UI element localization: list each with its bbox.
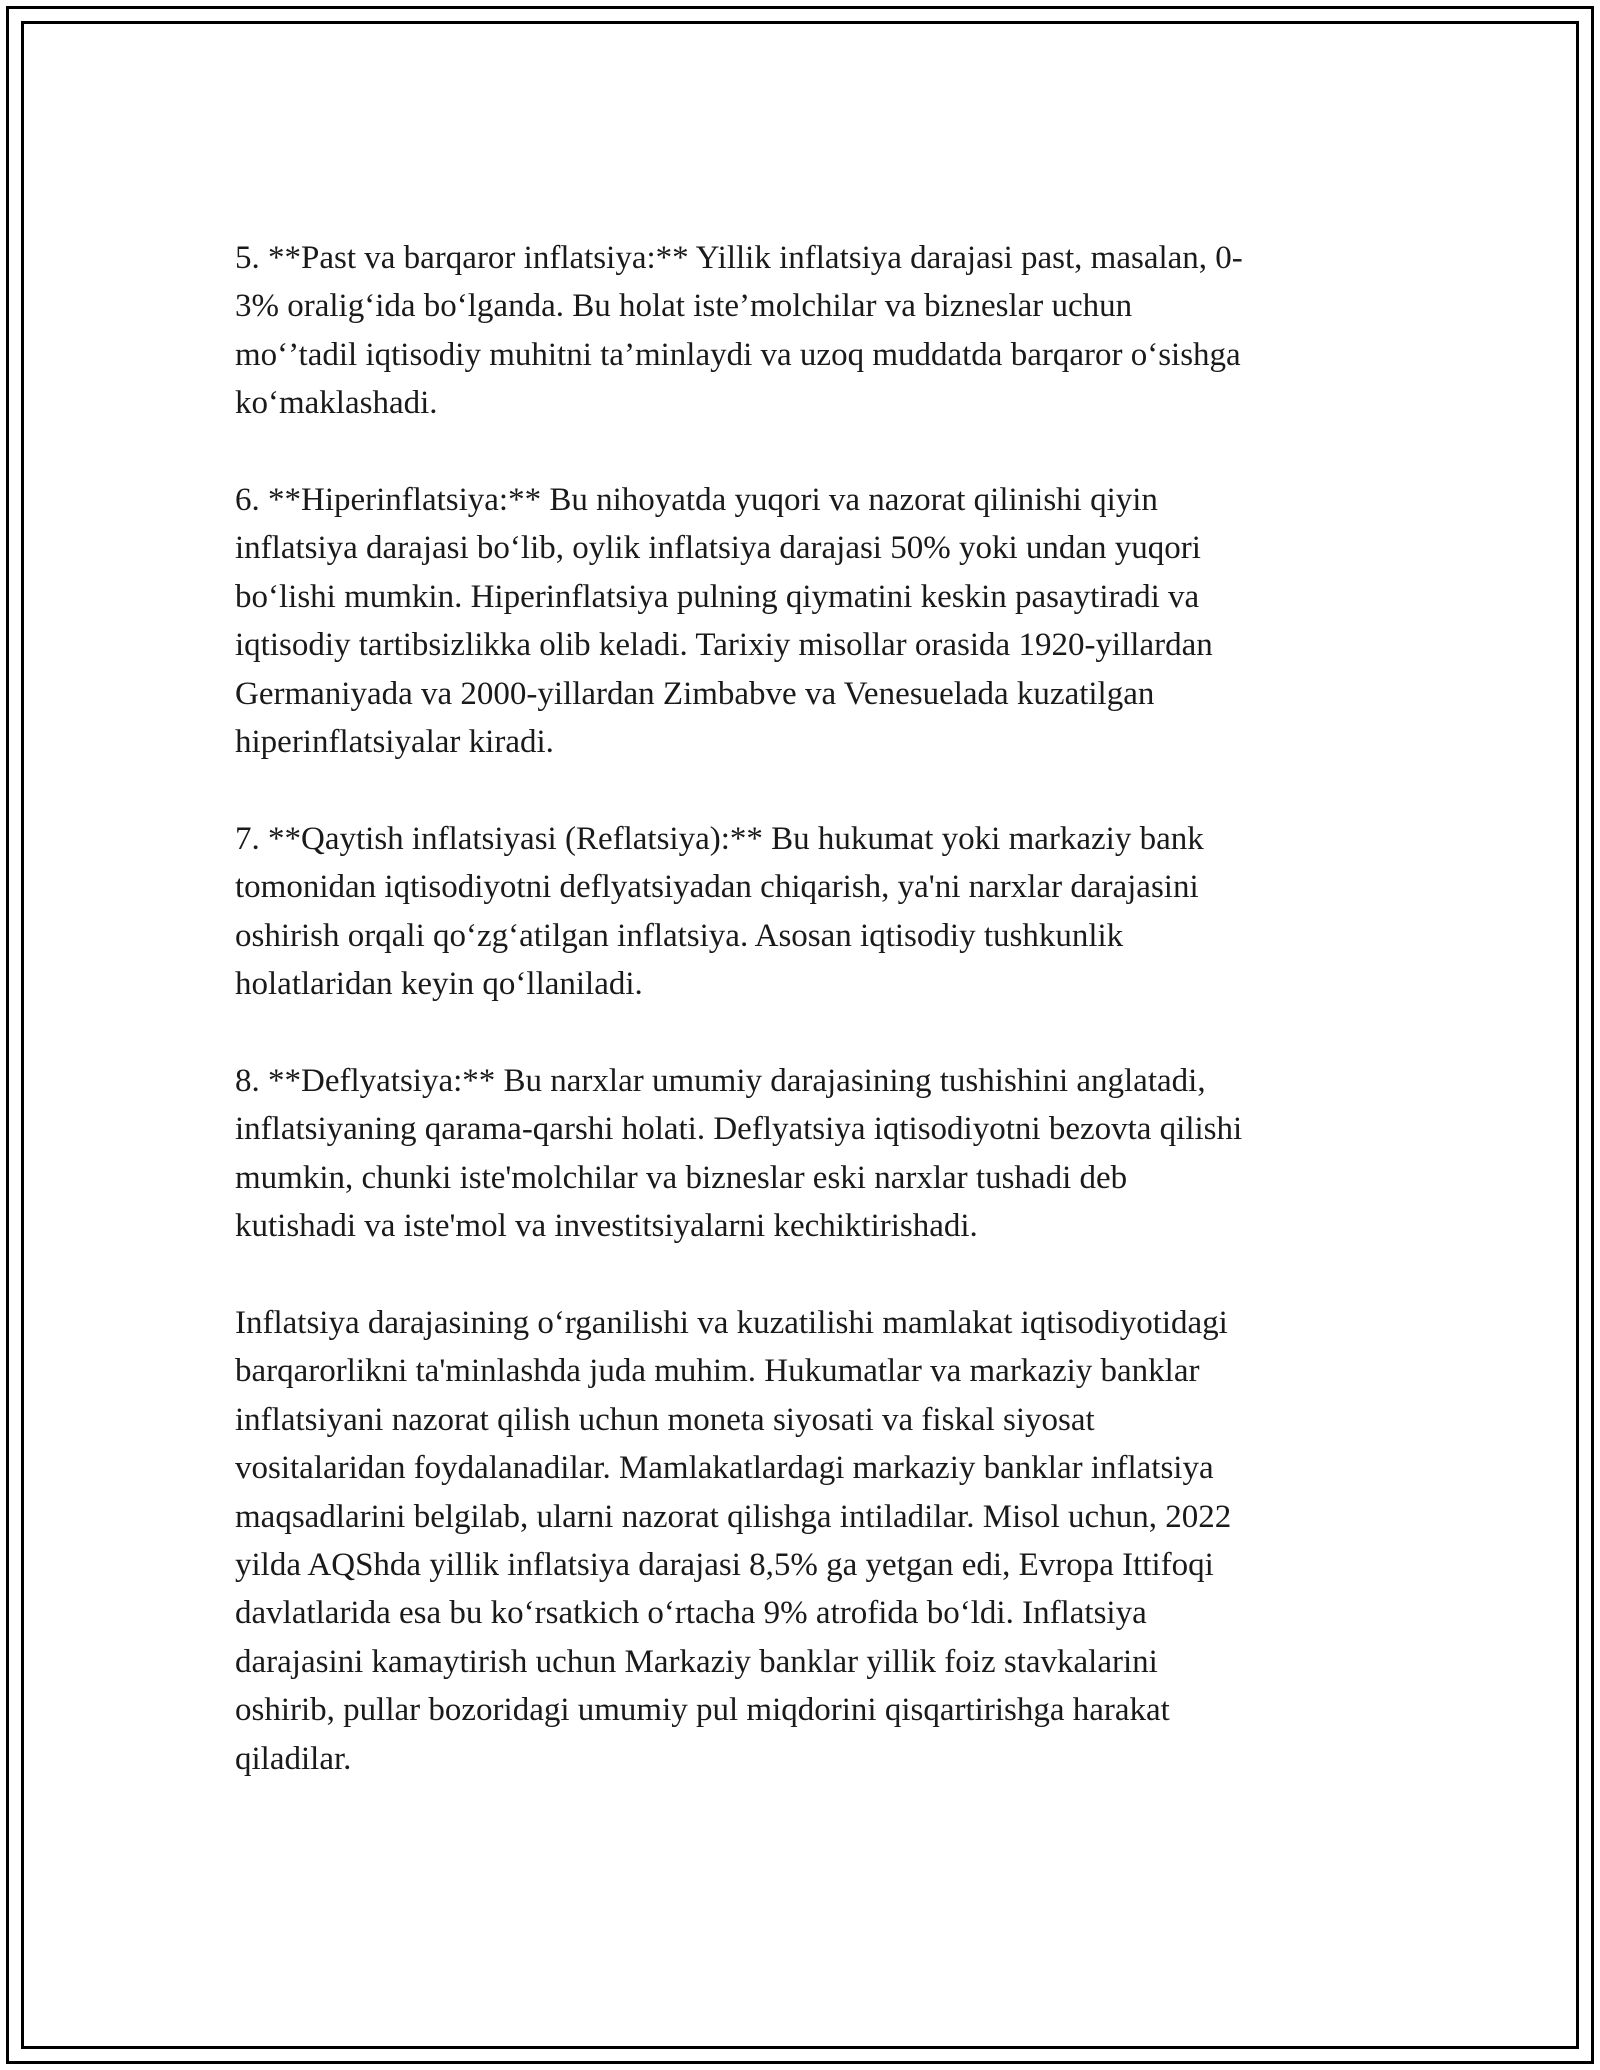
text-line: ko‘maklashadi. [235,385,438,422]
text-line: oshirib, pullar bozoridagi umumiy pul miqdorini qisqartirishga harakat [235,1692,1170,1729]
text-line: Germaniyada va 2000-yillardan Zimbabve va Venesuelada kuzatilgan [235,675,1155,712]
text-line: oshirish orqali qo‘zg‘atilgan inflatsiya. Asosan iqtisodiy tushkunlik [235,917,1124,954]
text-line: barqarorlikni ta'minlashda juda muhim. Hukumatlar va markaziy banklar [235,1353,1200,1390]
text-line: mumkin, chunki iste'molchilar va bizneslar eski narxlar tushadi deb [235,1159,1128,1196]
text-line: vositalaridan foydalanadilar. Mamlakatlardagi markaziy banklar inflatsiya [235,1450,1214,1487]
text-line: holatlaridan keyin qo‘llaniladi. [235,966,643,1003]
text-line: 3% oralig‘ida bo‘lganda. Bu holat iste’molchilar va bizneslar uchun [235,288,1133,325]
paragraph-hyperinflation [235,476,1370,766]
text-line: inflatsiya darajasi bo‘lib, oylik inflatsiya darajasi 50% yoki undan yuqori [235,530,1201,567]
text-line: inflatsiyani nazorat qilish uchun moneta siyosati va fiskal siyosat [235,1401,1095,1438]
text-line: yilda AQShda yillik inflatsiya darajasi 8,5% ga yetgan edi, Evropa Ittifoqi [235,1546,1214,1583]
text-line: davlatlarida esa bu ko‘rsatkich o‘rtacha 9% atrofida bo‘ldi. Inflatsiya [235,1595,1147,1632]
text-line: hiperinflatsiyalar kiradi. [235,724,554,761]
paragraph-deflation [235,1057,1370,1251]
text-line: 5. **Past va barqaror inflatsiya:** Yillik inflatsiya darajasi past, masalan, 0- [235,240,1243,276]
paragraph-conclusion [235,1299,1370,1783]
text-line: maqsadlarini belgilab, ularni nazorat qilishga intiladilar. Misol uchun, 2022 [235,1498,1232,1535]
text-line: 6. **Hiperinflatsiya:** Bu nihoyatda yuqori va nazorat qilinishi qiyin [235,482,1158,519]
paragraph-reflation [235,815,1370,1009]
text-line: kutishadi va iste'mol va investitsiyalarni kechiktirishadi. [235,1208,978,1245]
text-line: mo‘’tadil iqtisodiy muhitni ta’minlaydi va uzoq muddatda barqaror o‘sishga [235,336,1241,373]
text-line: tomonidan iqtisodiyotni deflyatsiyadan chiqarish, ya'ni narxlar darajasini [235,869,1199,906]
text-line: qiladilar. [235,1740,352,1777]
text-line: 8. **Deflyatsiya:** Bu narxlar umumiy darajasining tushishini anglatadi, [235,1062,1206,1099]
text-line: iqtisodiy tartibsizlikka olib keladi. Tarixiy misollar orasida 1920-yillardan [235,627,1213,664]
document-body [235,234,1370,1831]
text-line: inflatsiyaning qarama-qarshi holati. Deflyatsiya iqtisodiyotni bezovta qilishi [235,1111,1243,1148]
text-line: 7. **Qaytish inflatsiyasi (Reflatsiya):** Bu hukumat yoki markaziy bank [235,820,1204,857]
text-line: Inflatsiya darajasining o‘rganilishi va kuzatilishi mamlakat iqtisodiyotidagi [235,1304,1228,1341]
text-line: darajasini kamaytirish uchun Markaziy banklar yillik foiz stavkalarini [235,1643,1158,1680]
text-line: bo‘lishi mumkin. Hiperinflatsiya pulning qiymatini keskin pasaytiradi va [235,578,1200,615]
paragraph-past-inflation [235,234,1370,428]
